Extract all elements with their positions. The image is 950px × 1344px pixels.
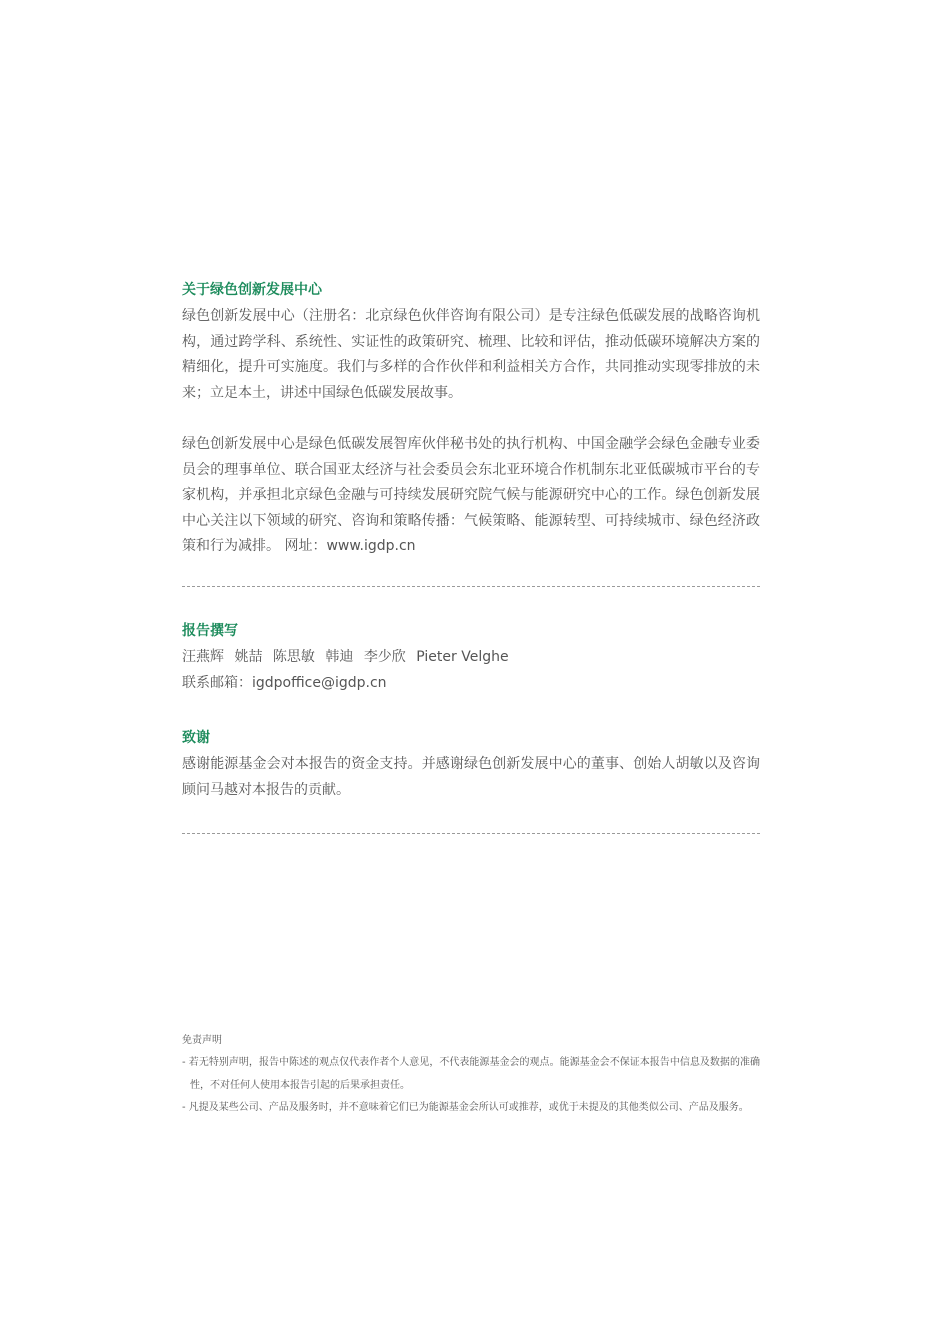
thanks-section	[182, 726, 760, 803]
about-section	[182, 278, 760, 560]
author-names	[182, 645, 760, 671]
authors-section	[182, 619, 760, 696]
authors-heading: 报告撰写	[182, 622, 238, 639]
main-content	[182, 278, 760, 834]
author-name: 汪燕辉	[182, 648, 224, 665]
section-divider-1	[182, 586, 760, 587]
disclaimer-title: 免责声明	[182, 1035, 222, 1046]
about-paragraph-1: 绿色创新发展中心（注册名：北京绿色伙伴咨询有限公司）是专注绿色低碳发展的战略咨询机构，通过跨学科、系统性、实证性的政策研究、梳理、比较和评估，推动低碳环境解决方案的精细化，提升可实施度。我们与多样的合作伙伴和利益相关方合作，共同推动实现零排放的未来；立足本土，讲述中国绿色低碳发展故事。	[182, 308, 760, 401]
disclaimer-section	[182, 1031, 760, 1120]
disclaimer-item: - 凡提及某些公司、产品及服务时，并不意味着它们已为能源基金会所认可或推荐，或优于未提及的其他类似公司、产品及服务。	[182, 1102, 749, 1113]
thanks-heading: 致谢	[182, 730, 210, 747]
author-name: Pieter Velghe	[416, 648, 509, 665]
about-heading: 关于绿色创新发展中心	[182, 282, 322, 298]
disclaimer-item: - 若无特别声明，报告中陈述的观点仅代表作者个人意见，不代表能源基金会的观点。能源基金会不保证本报告中信息及数据的准确性，不对任何人使用本报告引起的后果承担责任。	[182, 1057, 760, 1091]
contact-email: 联系邮箱：igdpoffice@igdp.cn	[182, 674, 387, 691]
section-divider-2	[182, 833, 760, 834]
author-name: 李少欣	[363, 648, 406, 665]
author-name: 姚喆	[234, 648, 263, 665]
author-name: 陈思敏	[272, 648, 315, 665]
about-paragraph-2: 绿色创新发展中心是绿色低碳发展智库伙伴秘书处的执行机构、中国金融学会绿色金融专业委员会的理事单位、联合国亚太经济与社会委员会东北亚环境合作机制东北亚低碳城市平台的专家机构，并承担北京绿色金融与可持续发展研究院气候与能源研究中心的工作。绿色创新发展中心关注以下领域的研究、咨询和策略传播：气候策略、能源转型、可持续城市、绿色经济政策和行为减排。 网址：www.igdp.cn	[182, 435, 760, 555]
thanks-text: 感谢能源基金会对本报告的资金支持。并感谢绿色创新发展中心的董事、创始人胡敏以及咨询顾问马越对本报告的贡献。	[182, 756, 760, 798]
author-name: 韩迪	[325, 648, 354, 665]
